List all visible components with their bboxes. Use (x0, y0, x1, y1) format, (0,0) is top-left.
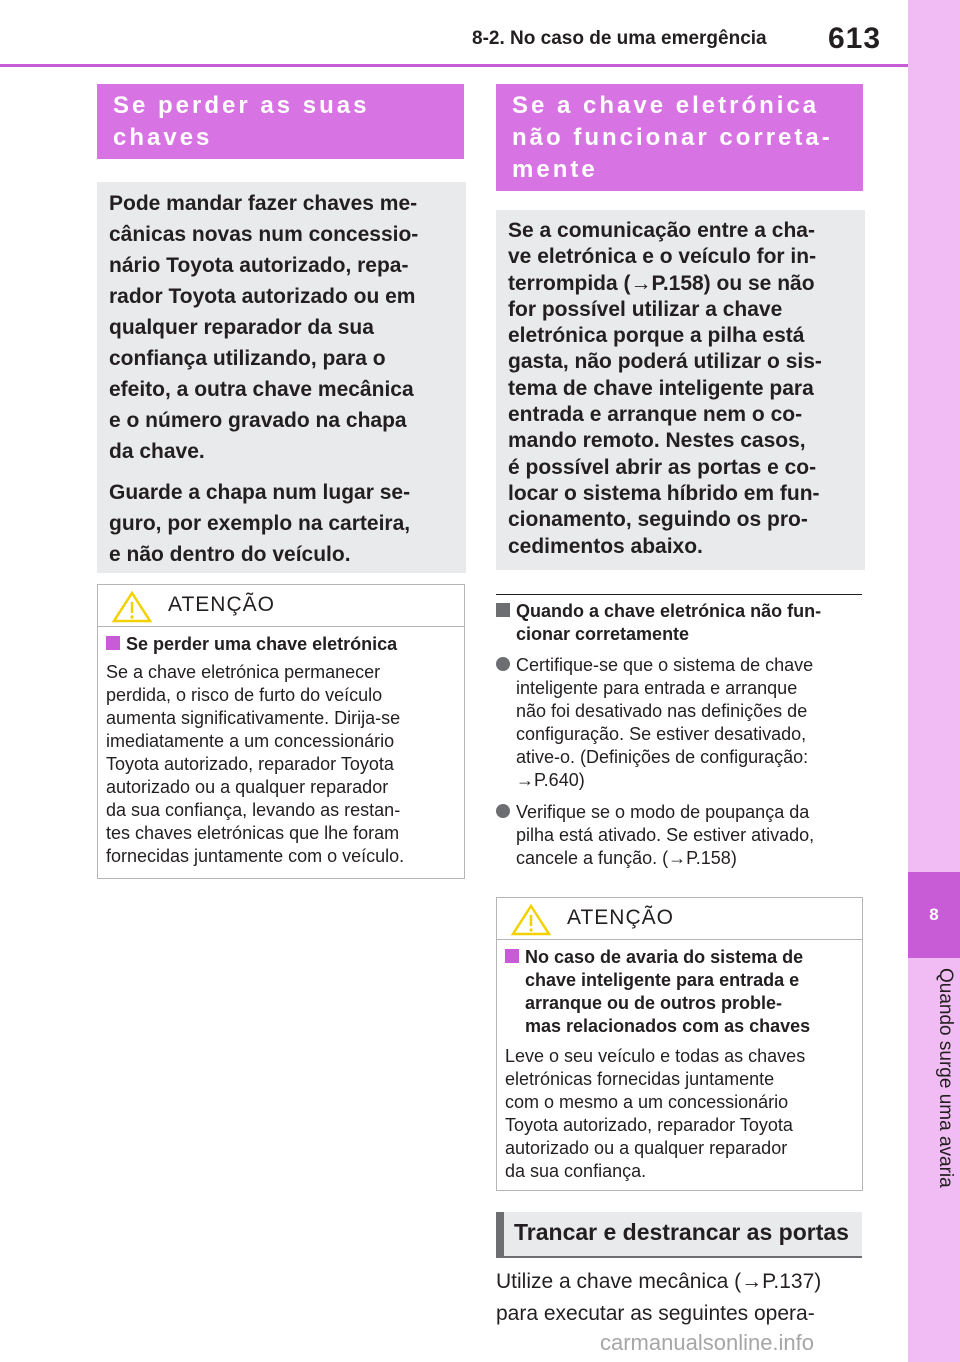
text-line: aumenta significativamente. Dirija-se (106, 708, 401, 728)
text-line: Quando a chave eletrónica não fun- (516, 601, 822, 621)
text-line: gasta, não poderá utilizar o sis- (508, 350, 822, 374)
heading-line: não funcionar correta- (512, 124, 833, 151)
bullet-item (496, 654, 866, 792)
lock-unlock-section-title (496, 1212, 862, 1258)
text-line: qualquer reparador da sua (109, 316, 374, 339)
intro-paragraph-1 (109, 188, 454, 467)
text-line: terrompida (→P.158) ou se não (508, 271, 815, 295)
text-line: Se a comunicação entre a cha- (508, 219, 815, 242)
text-line: Verifique se o modo de poupança da (516, 802, 810, 822)
text-line: eletrónicas fornecidas juntamente (505, 1069, 775, 1089)
text-line: Pode mandar fazer chaves me- (109, 192, 418, 215)
text-line: guro, por exemplo na carteira, (109, 512, 411, 535)
subsection-divider (496, 594, 862, 595)
heading-line: chaves (113, 124, 213, 151)
text-line: ve eletrónica e o veículo for in- (508, 245, 817, 269)
heading-line: Se perder as suas (113, 92, 370, 119)
text-line: imediatamente a um concessionário (106, 731, 395, 751)
section-title-text: Trancar e destrancar as portas (514, 1219, 849, 1245)
text-line: ative-o. (Definições de configuração: (516, 747, 809, 767)
text-line: for possível utilizar a chave (508, 297, 783, 321)
warning-header (98, 585, 464, 627)
text-line: cionamento, seguindo os pro- (508, 508, 808, 532)
square-bullet-icon (505, 949, 519, 963)
intro-paragraph-2 (109, 477, 454, 570)
subsection-title (496, 600, 866, 646)
header-divider (0, 64, 908, 67)
heading-line: Se a chave eletrónica (512, 92, 820, 119)
text-line: Se a chave eletrónica permanecer (106, 662, 381, 682)
text-line: inteligente para entrada e arranque (516, 678, 798, 698)
text-line: nário Toyota autorizado, repa- (109, 254, 409, 277)
header-section-title: 8-2. No caso de uma emergência (472, 28, 767, 49)
text-line: tes chaves eletrónicas que lhe foram (106, 823, 400, 843)
text-line: autorizado ou a qualquer reparador (505, 1138, 788, 1158)
warning-body (497, 940, 862, 1191)
text-line: locar o sistema híbrido em fun- (508, 481, 820, 505)
text-line: efeito, a outra chave mecânica (109, 378, 414, 401)
warning-text (505, 1045, 854, 1183)
text-line: tema de chave inteligente para (508, 376, 814, 400)
side-tab-upper (908, 0, 960, 872)
text-line: mas relacionados com as chaves (525, 1016, 811, 1036)
site-watermark: carmanualsonline.info (600, 1330, 815, 1355)
lost-keys-heading (97, 84, 464, 159)
text-line: perdida, o risco de furto do veículo (106, 685, 383, 705)
text-line: Toyota autorizado, reparador Toyota (505, 1115, 793, 1135)
text-line: é possível abrir as portas e co- (508, 455, 817, 479)
text-line: da chave. (109, 440, 205, 463)
text-line: chave inteligente para entrada e (525, 970, 800, 990)
text-line: da sua confiança, levando as restan- (106, 800, 401, 820)
key-malfunction-heading (496, 84, 863, 191)
lost-keys-intro-box (97, 182, 466, 573)
smart-key-warning-box (496, 897, 863, 1191)
text-line: Guarde a chapa num lugar se- (109, 481, 411, 504)
text-line: cânicas novas num concessio- (109, 223, 419, 246)
text-line: entrada e arranque nem o co- (508, 403, 803, 427)
round-bullet-icon (496, 657, 510, 671)
text-line: pilha está ativado. Se estiver ativado, (516, 825, 815, 845)
text-line: No caso de avaria do sistema de (525, 947, 804, 967)
text-line: e não dentro do veículo. (109, 543, 351, 566)
warning-triangle-icon (511, 904, 551, 936)
text-line: confiança utilizando, para o (109, 347, 386, 370)
key-malfunction-subsection (496, 600, 866, 870)
text-line: →P.640) (516, 770, 585, 790)
text-line: Certifique-se que o sistema de chave (516, 655, 814, 675)
text-line: Leve o seu veículo e todas as chaves (505, 1046, 806, 1066)
page-number: 613 (828, 22, 882, 55)
chapter-tab-number: 8 (908, 872, 960, 958)
warning-subheading (106, 633, 456, 656)
text-line: cedimentos abaixo. (508, 534, 703, 558)
warning-body (98, 627, 464, 876)
text-line: arranque ou de outros proble- (525, 993, 783, 1013)
text-line: Toyota autorizado, reparador Toyota (106, 754, 394, 774)
warning-title: ATENÇÃO (168, 593, 275, 616)
square-bullet-icon (106, 636, 120, 650)
warning-triangle-icon (112, 591, 152, 623)
heading-line: mente (512, 156, 598, 183)
text-line: Utilize a chave mecânica (→P.137) (496, 1270, 822, 1293)
square-bullet-icon (496, 603, 510, 617)
key-malfunction-intro-box (496, 210, 865, 570)
chapter-tab-label: Quando surge uma avaria (935, 968, 956, 1188)
warning-title: ATENÇÃO (567, 906, 674, 929)
subheading-text: Se perder uma chave eletrónica (126, 634, 398, 654)
text-line: não foi desativado nas definições de (516, 701, 808, 721)
text-line: configuração. Se estiver desativado, (516, 724, 807, 744)
text-line: cancele a função. (→P.158) (516, 848, 737, 868)
bullet-item (496, 801, 866, 870)
text-line: fornecidas juntamente com o veículo. (106, 846, 405, 866)
text-line: com o mesmo a um concessionário (505, 1092, 789, 1112)
text-line: mando remoto. Nestes casos, (508, 429, 806, 453)
text-line: para executar as seguintes opera- (496, 1302, 815, 1325)
text-line: cionar corretamente (516, 624, 690, 644)
mechanical-key-paragraph (496, 1266, 866, 1330)
text-line: rador Toyota autorizado ou em (109, 285, 416, 308)
warning-subheading (505, 946, 854, 1038)
text-line: da sua confiança. (505, 1161, 647, 1181)
round-bullet-icon (496, 804, 510, 818)
text-line: e o número gravado na chapa (109, 409, 407, 432)
text-line: eletrónica porque a pilha está (508, 324, 805, 348)
warning-text (106, 661, 456, 868)
text-line: autorizado ou a qualquer reparador (106, 777, 389, 797)
warning-header (497, 898, 862, 940)
lost-key-warning-box (97, 584, 465, 879)
